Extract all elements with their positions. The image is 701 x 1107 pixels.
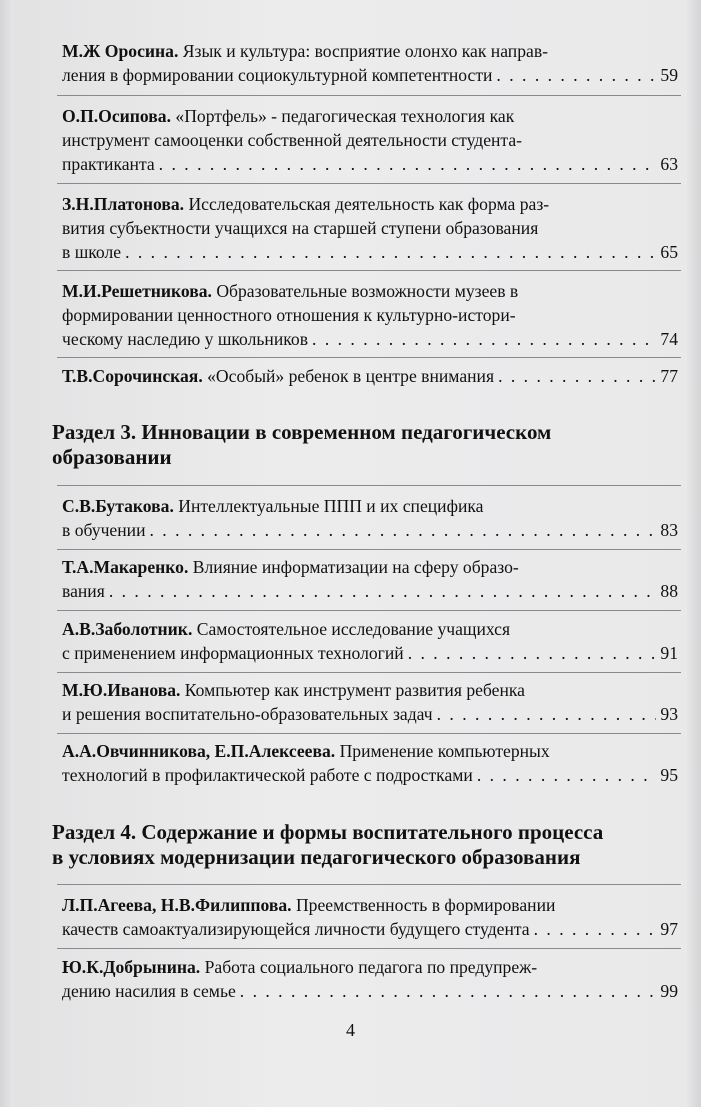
toc-entry <box>62 104 678 176</box>
entry-divider <box>57 733 681 734</box>
entry-divider <box>57 672 681 673</box>
entry-last-line <box>62 917 678 941</box>
section-heading-line: Раздел 3. Инновации в современном педагогическом <box>52 420 552 444</box>
toc-entry <box>62 364 678 388</box>
entry-title-start: Работа социального педагога по предупреж- <box>200 957 538 977</box>
toc-entry <box>62 955 678 1003</box>
section-heading-line: образовании <box>52 445 172 469</box>
entry-title-start: Исследовательская деятельность как форма раз- <box>184 194 550 214</box>
toc-entry <box>62 617 678 665</box>
entry-divider <box>57 357 681 358</box>
entry-title-start: «Портфель» - педагогическая технология как <box>171 106 515 126</box>
entry-title-end: и решения воспитательно-образовательных задач <box>62 704 433 724</box>
entry-last-line <box>62 702 678 726</box>
entry-title-end: ческому наследию у школьников <box>62 329 309 349</box>
toc-entry <box>62 678 678 726</box>
entry-first-line <box>62 617 678 641</box>
entry-first-line <box>62 192 678 216</box>
toc-entry <box>62 555 678 603</box>
section-heading <box>52 820 682 870</box>
entry-title-end: технологий в профилактической работе с подростками <box>62 765 473 785</box>
entry-last-line <box>62 63 678 87</box>
entry-title-start: Применение компьютерных <box>335 741 550 761</box>
entry-title-start: Образовательные возможности музеев в <box>211 281 519 301</box>
entry-middle-line: формировании ценностного отношения к культурно-истори- <box>62 305 516 325</box>
entry-last-line <box>62 518 678 542</box>
entry-title-start: Преемственность в формировании <box>291 895 556 915</box>
page-edge-right <box>687 0 701 1107</box>
entry-author: Ю.К.Добрынина. <box>62 957 201 977</box>
entry-first-line <box>62 893 678 917</box>
leader-dots <box>437 702 657 726</box>
entry-author: З.Н.Платонова. <box>62 194 185 214</box>
leader-dots <box>149 518 656 542</box>
leader-dots <box>240 979 657 1003</box>
entry-last-line <box>62 763 678 787</box>
entry-page-number: 74 <box>660 329 678 349</box>
toc-entry <box>62 39 678 87</box>
leader-dots <box>496 63 656 87</box>
page-edge-left <box>0 0 14 1107</box>
entry-middle-line: вития субъектности учащихся на старшей ступени образования <box>62 218 539 238</box>
entry-last-line <box>62 240 678 264</box>
leader-dots <box>477 763 657 787</box>
entry-author: С.В.Бутакова. <box>62 496 174 516</box>
entry-last-line <box>62 152 678 176</box>
toc-entry <box>62 494 678 542</box>
entry-divider <box>57 95 681 96</box>
leader-dots <box>125 240 656 264</box>
leader-dots <box>498 364 656 388</box>
entry-last-line <box>62 641 678 665</box>
entry-title-start: Самостоятельное исследование учащихся <box>192 619 511 639</box>
entry-first-line <box>62 739 678 763</box>
entry-title-start: Компьютер как инструмент развития ребенка <box>180 680 525 700</box>
entry-page-number: 88 <box>660 581 678 601</box>
toc-entry <box>62 893 678 941</box>
entry-first-line <box>62 678 678 702</box>
entry-title-start: Язык и культура: восприятие олонхо как направ- <box>178 41 548 61</box>
entry-page-number: 95 <box>660 765 678 785</box>
page-number: 4 <box>346 1020 355 1040</box>
entry-title-end: в школе <box>62 242 122 262</box>
entry-divider <box>57 183 681 184</box>
entry-page-number: 63 <box>660 154 678 174</box>
entry-first-line <box>62 39 678 63</box>
entry-title-end: качеств самоактуализирующейся личности будущего студента <box>62 919 530 939</box>
toc-entry <box>62 739 678 787</box>
entry-last-line <box>62 364 678 388</box>
entry-author: О.П.Осипова. <box>62 106 171 126</box>
leader-dots <box>159 152 657 176</box>
entry-first-line <box>62 104 678 128</box>
section-heading-line: в условиях модернизации педагогического образования <box>52 845 581 869</box>
entry-page-number: 83 <box>660 520 678 540</box>
entry-first-line <box>62 955 678 979</box>
entry-author: А.В.Заболотник. <box>62 619 193 639</box>
entry-page-number: 59 <box>660 65 678 85</box>
entry-last-line <box>62 327 678 351</box>
entry-title-end: в обучении <box>62 520 146 540</box>
entry-first-line <box>62 555 678 579</box>
entry-author: А.А.Овчинникова, Е.П.Алексеева. <box>62 741 336 761</box>
entry-divider <box>57 610 681 611</box>
entry-divider <box>57 948 681 949</box>
entry-title-start: Интеллектуальные ППП и их специфика <box>173 496 484 516</box>
entry-title: «Особый» ребенок в центре внимания <box>202 366 495 386</box>
entry-divider <box>57 884 681 885</box>
leader-dots <box>109 579 657 603</box>
entry-title-end: вания <box>62 581 105 601</box>
entry-title-end: ления в формировании социокультурной компетентности <box>62 65 493 85</box>
leader-dots <box>312 327 656 351</box>
entry-divider <box>57 485 681 486</box>
entry-page-number: 97 <box>660 919 678 939</box>
entry-author: М.И.Решетникова. <box>62 281 212 301</box>
entry-last-line <box>62 979 678 1003</box>
section-heading <box>52 420 682 470</box>
section-heading-line: Раздел 4. Содержание и формы воспитательного процесса <box>52 820 604 844</box>
entry-author: Л.П.Агеева, Н.В.Филиппова. <box>62 895 292 915</box>
entry-author: Т.А.Макаренко. <box>62 557 189 577</box>
leader-dots <box>534 917 657 941</box>
entry-page-number: 65 <box>660 242 678 262</box>
toc-entry <box>62 192 678 264</box>
entry-page-number: 77 <box>660 366 678 386</box>
entry-divider <box>57 270 681 271</box>
entry-last-line <box>62 579 678 603</box>
entry-title-end: с применением информационных технологий <box>62 643 404 663</box>
entry-title-start: Влияние информатизации на сферу образо- <box>188 557 519 577</box>
entry-first-line <box>62 279 678 303</box>
entry-author: М.Ю.Иванова. <box>62 680 181 700</box>
entry-page-number: 93 <box>660 704 678 724</box>
entry-author: М.Ж Оросина. <box>62 41 179 61</box>
entry-page-number: 99 <box>660 981 678 1001</box>
entry-middle-line: инструмент самооценки собственной деятельности студента- <box>62 130 523 150</box>
entry-author: Т.В.Сорочинская. <box>62 366 203 386</box>
entry-title-end: дению насилия в семье <box>62 981 236 1001</box>
entry-title-end: практиканта <box>62 154 155 174</box>
toc-entry <box>62 279 678 351</box>
leader-dots <box>408 641 657 665</box>
entry-first-line <box>62 494 678 518</box>
entry-page-number: 91 <box>660 643 678 663</box>
entry-divider <box>57 549 681 550</box>
